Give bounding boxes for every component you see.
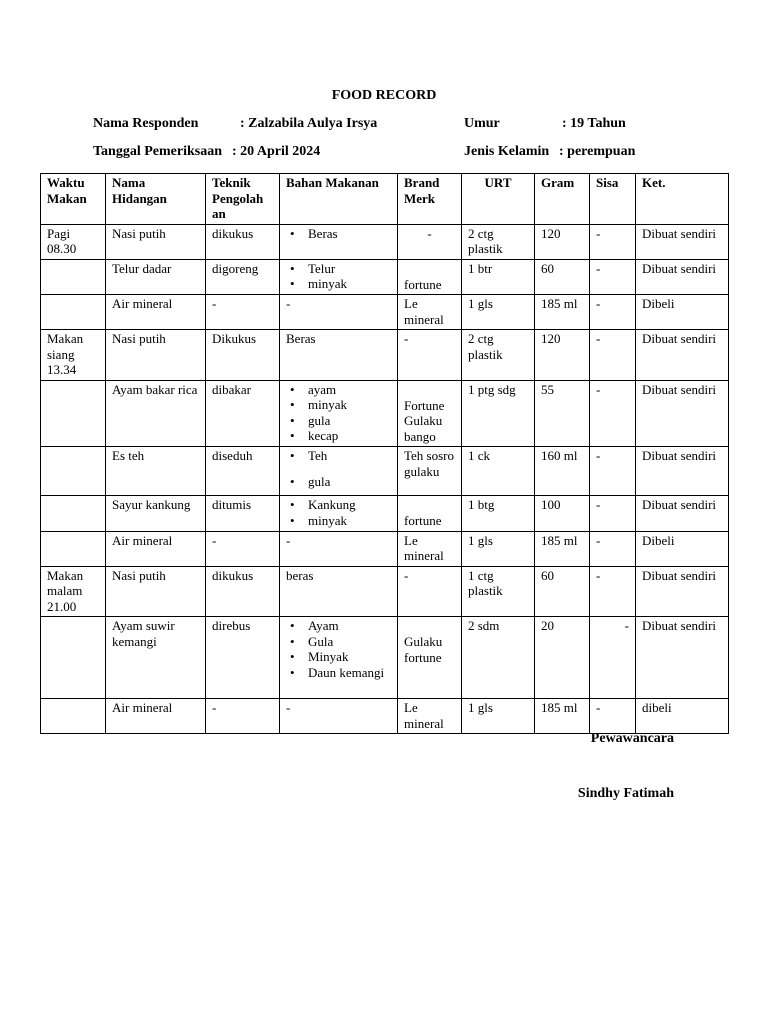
ingredient-item: • minyak (286, 513, 391, 529)
table-row (41, 617, 729, 699)
cell-hidangan: Nasi putih (106, 224, 206, 259)
cell-ket: Dibeli (636, 531, 729, 566)
cell-gram: 185 ml (535, 531, 590, 566)
respondent-name-label: Nama Responden (93, 116, 199, 131)
cell-ket: Dibuat sendiri (636, 566, 729, 617)
cell-ket: Dibuat sendiri (636, 617, 729, 699)
cell-bahan: - (280, 699, 398, 734)
table-row (41, 224, 729, 259)
cell-ket: Dibuat sendiri (636, 330, 729, 381)
cell-waktu: Pagi 08.30 (41, 224, 106, 259)
cell-bahan: - (280, 531, 398, 566)
cell-teknik: ditumis (206, 496, 280, 532)
cell-bahan: Beras (280, 330, 398, 381)
cell-teknik: Dikukus (206, 330, 280, 381)
cell-waktu (41, 699, 106, 734)
cell-gram: 120 (535, 224, 590, 259)
interviewer-role: Pewawancara (590, 731, 674, 746)
cell-waktu: Makan malam 21.00 (41, 566, 106, 617)
table-row (41, 259, 729, 295)
table-row (41, 699, 729, 734)
cell-hidangan: Sayur kankung (106, 496, 206, 532)
ingredient-list (286, 448, 391, 489)
cell-brand: Le mineral (398, 699, 462, 734)
col-header-teknik: Teknik Pengolah an (206, 174, 280, 225)
cell-ket: Dibuat sendiri (636, 380, 729, 447)
cell-sisa: - (590, 330, 636, 381)
gender-value: : perempuan (559, 144, 636, 159)
cell-urt: 1 ctg plastik (462, 566, 535, 617)
cell-bahan (280, 224, 398, 259)
ingredient-item: • Daun kemangi (286, 665, 391, 681)
cell-hidangan: Ayam suwir kemangi (106, 617, 206, 699)
cell-brand: - (398, 566, 462, 617)
cell-waktu (41, 447, 106, 496)
cell-urt: 2 ctg plastik (462, 224, 535, 259)
cell-bahan (280, 496, 398, 532)
cell-gram: 60 (535, 566, 590, 617)
cell-brand: Teh sosro gulaku (398, 447, 462, 496)
cell-urt: 1 gls (462, 295, 535, 330)
page-title: FOOD RECORD (331, 88, 437, 103)
cell-teknik: - (206, 531, 280, 566)
ingredient-item: • ayam (286, 382, 391, 398)
table-row (41, 330, 729, 381)
cell-urt: 1 gls (462, 699, 535, 734)
cell-sisa: - (590, 496, 636, 532)
cell-waktu (41, 617, 106, 699)
cell-bahan (280, 259, 398, 295)
cell-hidangan: Es teh (106, 447, 206, 496)
ingredient-item: • Gula (286, 634, 391, 650)
cell-waktu (41, 380, 106, 447)
cell-sisa: - (590, 447, 636, 496)
age-value: : 19 Tahun (562, 116, 626, 131)
cell-gram: 185 ml (535, 295, 590, 330)
table-header-row (41, 174, 729, 225)
ingredient-item: • gula (286, 413, 391, 429)
cell-hidangan: Air mineral (106, 295, 206, 330)
col-header-waktu: Waktu Makan (41, 174, 106, 225)
cell-waktu (41, 295, 106, 330)
cell-gram: 120 (535, 330, 590, 381)
cell-waktu (41, 496, 106, 532)
ingredient-item: • minyak (286, 276, 391, 292)
gender-label: Jenis Kelamin (464, 144, 550, 159)
cell-waktu: Makan siang 13.34 (41, 330, 106, 381)
cell-bahan: beras (280, 566, 398, 617)
cell-waktu (41, 259, 106, 295)
col-header-sisa: Sisa (590, 174, 636, 225)
col-header-gram: Gram (535, 174, 590, 225)
cell-waktu (41, 531, 106, 566)
cell-brand: Fortune Gulaku bango (398, 380, 462, 447)
cell-brand: fortune (398, 259, 462, 295)
cell-brand: - (398, 224, 462, 259)
ingredient-item: • Teh (286, 448, 391, 464)
ingredient-item: • Kankung (286, 497, 391, 513)
table-body (41, 224, 729, 734)
col-header-urt: URT (462, 174, 535, 225)
col-header-bahan: Bahan Makanan (280, 174, 398, 225)
cell-teknik: dikukus (206, 224, 280, 259)
cell-gram: 55 (535, 380, 590, 447)
cell-gram: 20 (535, 617, 590, 699)
cell-bahan (280, 447, 398, 496)
cell-hidangan: Air mineral (106, 699, 206, 734)
cell-sisa: - (590, 380, 636, 447)
cell-urt: 1 btr (462, 259, 535, 295)
table-row (41, 447, 729, 496)
age-label: Umur (464, 116, 500, 131)
col-header-ket: Ket. (636, 174, 729, 225)
ingredient-list (286, 226, 391, 242)
cell-ket: Dibuat sendiri (636, 224, 729, 259)
cell-ket: Dibuat sendiri (636, 259, 729, 295)
col-header-hidangan: Nama Hidangan (106, 174, 206, 225)
cell-sisa: - (590, 566, 636, 617)
cell-bahan (280, 380, 398, 447)
cell-urt: 1 gls (462, 531, 535, 566)
cell-brand: - (398, 330, 462, 381)
respondent-name-value: : Zalzabila Aulya Irsya (240, 116, 378, 131)
cell-sisa: - (590, 259, 636, 295)
cell-brand: fortune (398, 496, 462, 532)
ingredient-list (286, 261, 391, 292)
cell-ket: Dibeli (636, 295, 729, 330)
interviewer-name: Sindhy Fatimah (577, 786, 674, 801)
cell-bahan: - (280, 295, 398, 330)
cell-hidangan: Telur dadar (106, 259, 206, 295)
cell-sisa: - (590, 224, 636, 259)
ingredient-list (286, 497, 391, 528)
cell-bahan (280, 617, 398, 699)
cell-sisa: - (590, 699, 636, 734)
table-row (41, 531, 729, 566)
cell-teknik: - (206, 699, 280, 734)
cell-ket: Dibuat sendiri (636, 447, 729, 496)
cell-urt: 2 sdm (462, 617, 535, 699)
table-row (41, 380, 729, 447)
cell-sisa: - (590, 531, 636, 566)
cell-gram: 60 (535, 259, 590, 295)
ingredient-item: • kecap (286, 428, 391, 444)
cell-gram: 100 (535, 496, 590, 532)
cell-brand: Le mineral (398, 295, 462, 330)
cell-hidangan: Nasi putih (106, 330, 206, 381)
ingredient-item: • minyak (286, 397, 391, 413)
ingredient-item: • gula (286, 474, 391, 490)
cell-brand: Le mineral (398, 531, 462, 566)
cell-hidangan: Ayam bakar rica (106, 380, 206, 447)
ingredient-item: • Ayam (286, 618, 391, 634)
exam-date-label: Tanggal Pemeriksaan (93, 144, 222, 159)
cell-teknik: dikukus (206, 566, 280, 617)
cell-ket: Dibuat sendiri (636, 496, 729, 532)
cell-urt: 1 ck (462, 447, 535, 496)
cell-hidangan: Nasi putih (106, 566, 206, 617)
col-header-brand: Brand Merk (398, 174, 462, 225)
cell-gram: 185 ml (535, 699, 590, 734)
cell-teknik: digoreng (206, 259, 280, 295)
cell-urt: 1 btg (462, 496, 535, 532)
cell-gram: 160 ml (535, 447, 590, 496)
cell-urt: 1 ptg sdg (462, 380, 535, 447)
food-record-table (40, 173, 729, 734)
cell-teknik: diseduh (206, 447, 280, 496)
cell-teknik: direbus (206, 617, 280, 699)
cell-teknik: dibakar (206, 380, 280, 447)
exam-date-value: : 20 April 2024 (232, 144, 321, 159)
cell-sisa: - (590, 295, 636, 330)
ingredient-item: • Beras (286, 226, 391, 242)
ingredient-item: • Telur (286, 261, 391, 277)
cell-ket: dibeli (636, 699, 729, 734)
cell-urt: 2 ctg plastik (462, 330, 535, 381)
cell-hidangan: Air mineral (106, 531, 206, 566)
ingredient-list (286, 382, 391, 444)
cell-sisa: - (590, 617, 636, 699)
ingredient-list (286, 618, 391, 680)
ingredient-item: • Minyak (286, 649, 391, 665)
table-row (41, 496, 729, 532)
cell-teknik: - (206, 295, 280, 330)
table-row (41, 566, 729, 617)
cell-brand: Gulaku fortune (398, 617, 462, 699)
table-row (41, 295, 729, 330)
